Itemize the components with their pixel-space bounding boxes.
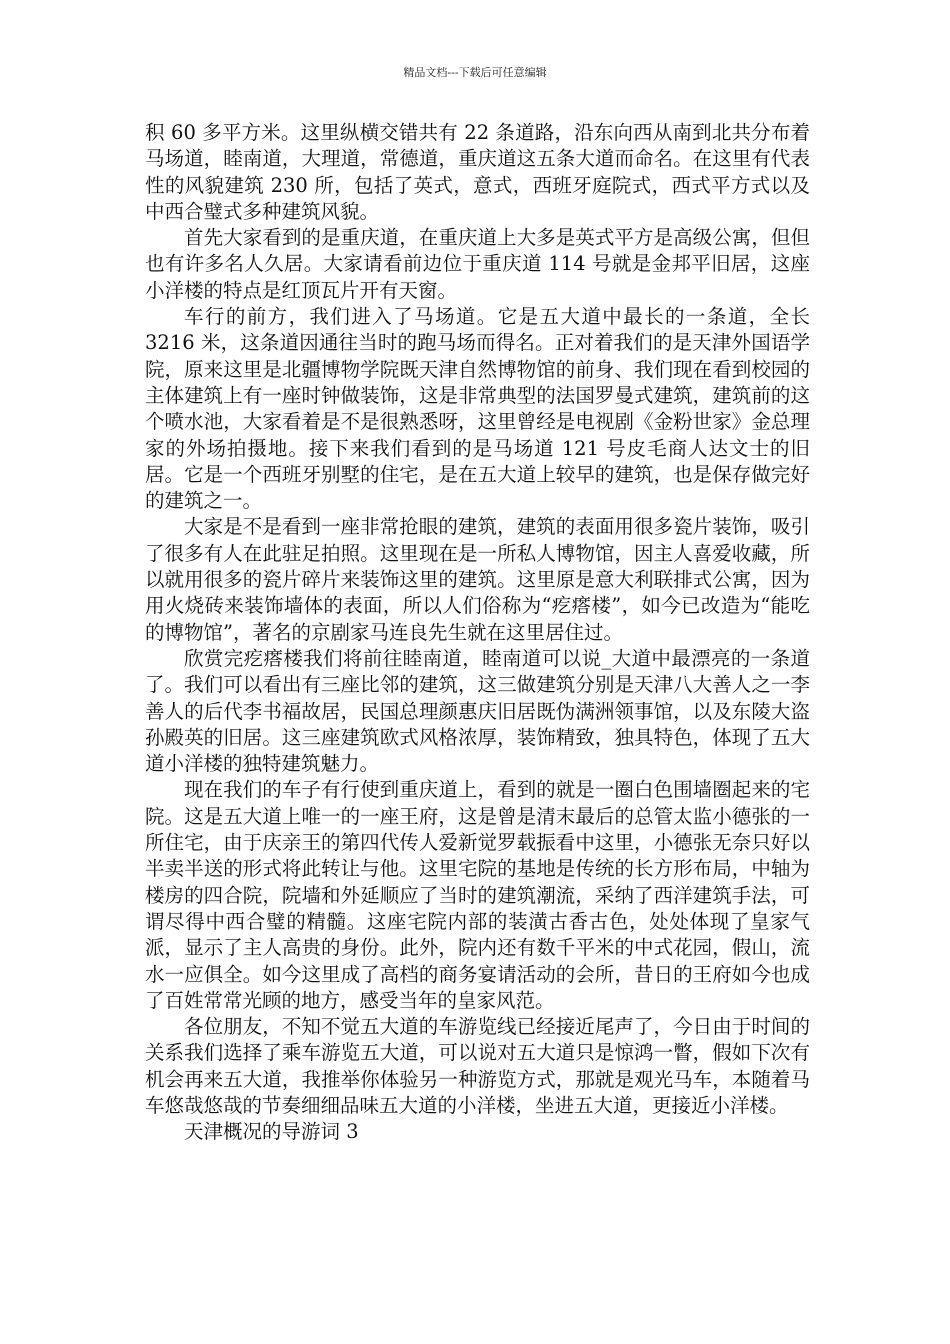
page-header: 精品文档---下载后可任意编辑 — [403, 66, 547, 79]
paragraph: 积 60 多平方米。这里纵横交错共有 22 条道路，沿东向西从南到北共分布着马场道，睦南道，大理道，常德道，重庆道这五条大道而命名。在这里有代表性的风貌建筑 230 所，包括了英式，意式，西班牙庭院式，西式平方式以及中西合璧式多种建筑风貌。 — [145, 121, 810, 223]
paragraph: 大家是不是看到一座非常抢眼的建筑，建筑的表面用很多瓷片装饰，吸引了很多有人在此驻足拍照。这里现在是一所私人博物馆，因主人喜爱收藏，所以就用很多的瓷片碎片来装饰这里的建筑。这里原是意大利联排式公寓，因为用火烧砖来装饰墙体的表面，所以人们俗称为“疙瘩楼”，如今已改造为“能吃的博物馆”，著名的京剧家马连良先生就在这里居住过。 — [145, 515, 810, 644]
section-heading: 天津概况的导游词 3 — [184, 1120, 359, 1144]
document-body — [145, 120, 810, 1146]
paragraph: 车行的前方，我们进入了马场道。它是五大道中最长的一条道，全长 3216 米，这条道因通往当时的跑马场而得名。正对着我们的是天津外国语学院，原来这里是北疆博物学院既天津自然博物馆的前身、我们现在看到校园的主体建筑上有一座时钟做装饰，这是非常典型的法国罗曼式建筑，建筑前的这个喷水池，大家看着是不是很熟悉呀，这里曾经是电视剧《金粉世家》金总理家的外场拍摄地。接下来我们看到的是马场道 121 号皮毛商人达文士的旧居。它是一个西班牙别墅的住宅，是在五大道上较早的建筑，也是保存做完好的建筑之一。 — [145, 305, 810, 513]
paragraph: 各位朋友，不知不觉五大道的车游览线已经接近尾声了，今日由于时间的关系我们选择了乘车游览五大道，可以说对五大道只是惊鸿一瞥，假如下次有机会再来五大道，我推举你体验另一种游览方式，那就是观光马车，本随着马车悠哉悠哉的节奏细细品味五大道的小洋楼，坐进五大道，更接近小洋楼。 — [145, 1015, 810, 1117]
paragraph: 首先大家看到的是重庆道，在重庆道上大多是英式平方是高级公寓，但但也有许多名人久居。大家请看前边位于重庆道 114 号就是金邦平旧居，这座小洋楼的特点是红顶瓦片开有天窗。 — [145, 226, 810, 302]
paragraph: 现在我们的车子有行使到重庆道上，看到的就是一圈白色围墙圈起来的宅院。这是五大道上唯一的一座王府，这是曾是清末最后的总管太监小德张的一所住宅，由于庆亲王的第四代传人爱新觉罗载振看中这里，小德张无奈只好以半卖半送的形式将此转让与他。这里宅院的基地是传统的长方形布局，中轴为楼房的四合院，院墙和外延顺应了当时的建筑潮流，采纳了西洋建筑手法，可谓尽得中西合璧的精髓。这座宅院内部的装潢古香古色，处处体现了皇家气派，显示了主人高贵的身份。此外，院内还有数千平米的中式花园，假山，流水一应俱全。如今这里成了高档的商务宴请活动的会所，昔日的王府如今也成了百姓常常光顾的地方，感受当年的皇家风范。 — [145, 778, 810, 1012]
paragraph: 欣赏完疙瘩楼我们将前往睦南道，睦南道可以说_大道中最漂亮的一条道了。我们可以看出有三座比邻的建筑，这三做建筑分别是天津八大善人之一李善人的后代李书福故居，民国总理颜惠庆旧居既伪满洲领事馆，以及东陵大盗孙殿英的旧居。这三座建筑欧式风格浓厚，装饰精致，独具特色，体现了五大道小洋楼的独特建筑魅力。 — [145, 646, 810, 776]
